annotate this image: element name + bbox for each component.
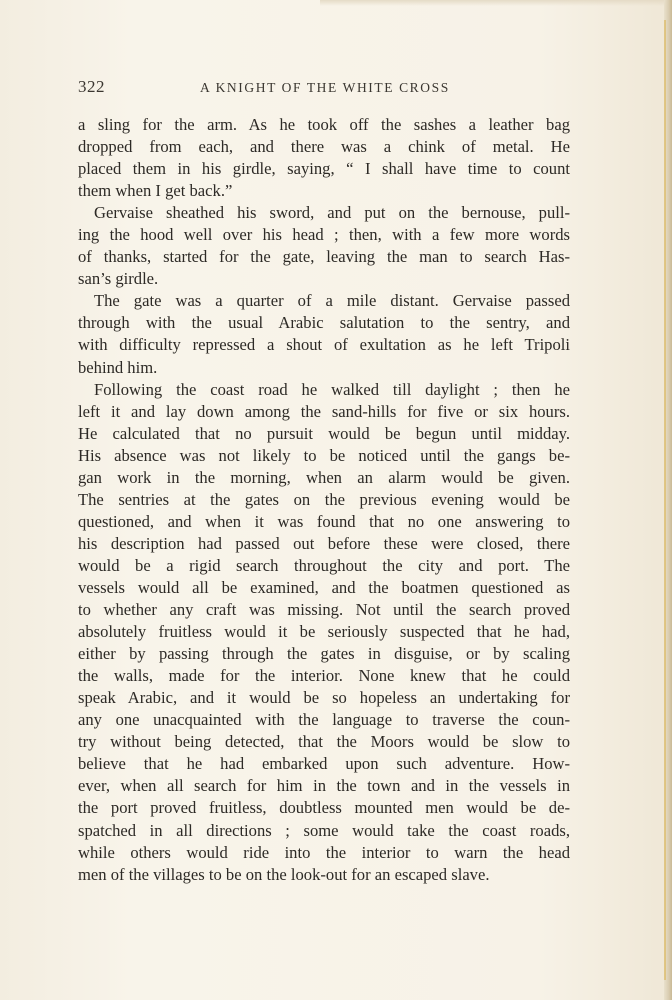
text-line: through with the usual Arabic salutation to the sentry, and [78, 313, 570, 333]
text-line: them when I get back.” [78, 181, 233, 201]
text-line: behind him. [78, 357, 158, 377]
running-title: A KNIGHT OF THE WHITE CROSS [200, 80, 450, 95]
text-line: the walls, made for the interior. None knew that he could [78, 666, 570, 686]
text-line: questioned, and when it was found that no one answering to [78, 511, 570, 531]
text-line: to whether any craft was missing. Not until the search proved [78, 600, 570, 620]
text-line: san’s girdle. [78, 269, 159, 289]
text-line: ever, when all search for him in the town and in the vessels in [78, 776, 570, 796]
text-line: with difficulty repressed a shout of exultation as he left Tripoli [78, 335, 570, 355]
page-header [78, 77, 570, 99]
text-line: his description had passed out before these were closed, there [78, 533, 570, 553]
text-line: He calculated that no pursuit would be begun until midday. [78, 423, 570, 443]
text-line: believe that he had embarked upon such adventure. How- [78, 754, 570, 774]
page-number: 322 [78, 77, 105, 96]
text-line: spatched in all directions ; some would take the coast roads, [78, 820, 570, 840]
text-line: Gervaise sheathed his sword, and put on the bernouse, pull- [94, 203, 570, 223]
body-text [78, 114, 570, 886]
text-line: The sentries at the gates on the previous evening would be [78, 489, 570, 509]
text-line: absolutely fruitless would it be seriously suspected that he had, [78, 622, 570, 642]
text-line: His absence was not likely to be noticed until the gangs be- [78, 445, 570, 465]
text-line: speak Arabic, and it would be so hopeless an undertaking for [78, 688, 570, 708]
text-line: dropped from each, and there was a chink of metal. He [78, 137, 570, 157]
text-line: ing the hood well over his head ; then, with a few more words [78, 225, 570, 245]
text-line: any one unacquainted with the language to traverse the coun- [78, 710, 570, 730]
text-line: men of the villages to be on the look-out for an escaped slave. [78, 864, 490, 884]
text-line: left it and lay down among the sand-hills for five or six hours. [78, 401, 570, 421]
binding-line [664, 20, 666, 980]
text-line: try without being detected, that the Moors would be slow to [78, 732, 570, 752]
text-line: while others would ride into the interior to warn the head [78, 842, 570, 862]
text-line: of thanks, started for the gate, leaving the man to search Has- [78, 247, 570, 267]
page-top-shadow [320, 0, 672, 6]
text-line: either by passing through the gates in disguise, or by scaling [78, 644, 570, 664]
text-line: would be a rigid search throughout the city and port. The [78, 555, 570, 575]
text-line: the port proved fruitless, doubtless mounted men would be de- [78, 798, 570, 818]
text-line: placed them in his girdle, saying, “ I shall have time to count [78, 159, 570, 179]
text-line: gan work in the morning, when an alarm would be given. [78, 467, 570, 487]
text-line: a sling for the arm. As he took off the sashes a leather bag [78, 115, 570, 134]
text-line: vessels would all be examined, and the boatmen questioned as [78, 577, 570, 597]
text-line: Following the coast road he walked till daylight ; then he [94, 379, 570, 399]
text-line: The gate was a quarter of a mile distant. Gervaise passed [94, 291, 570, 311]
